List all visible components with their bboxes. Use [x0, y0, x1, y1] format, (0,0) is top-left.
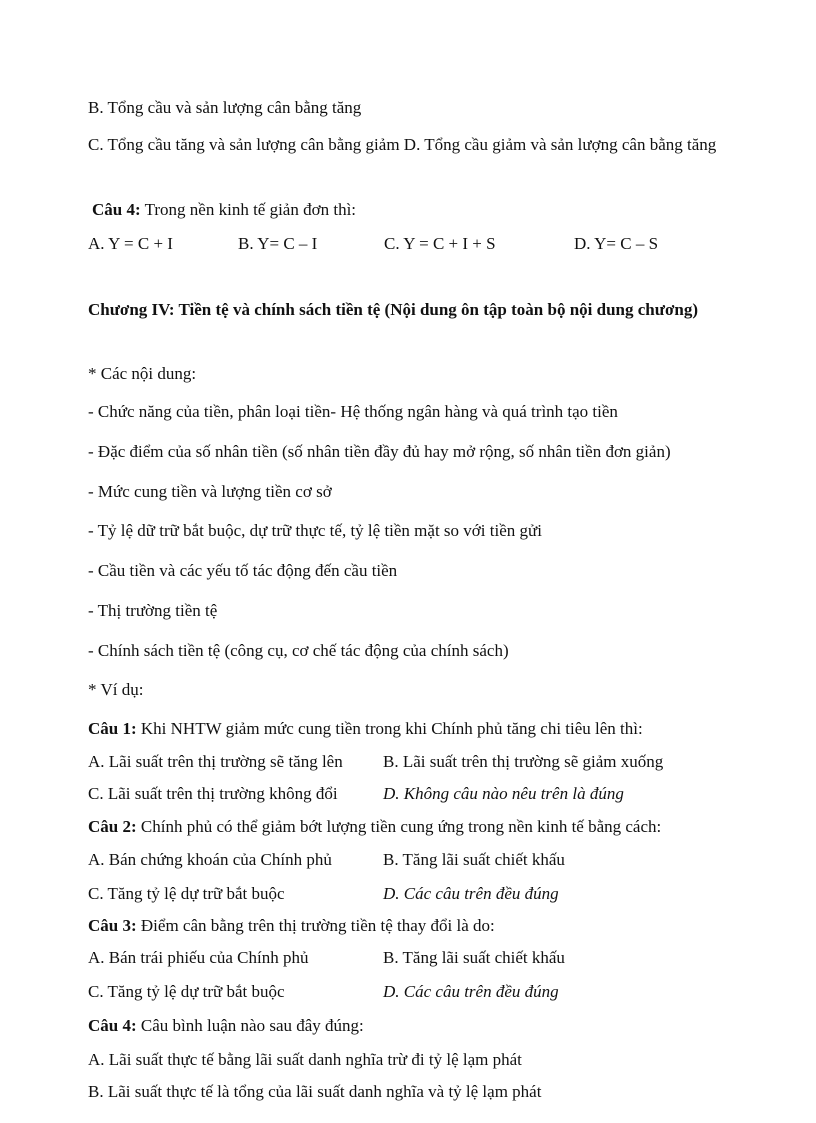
contents-label: * Các nội dung: [88, 364, 197, 383]
q4-option-a: A. Lãi suất thực tế bằng lãi suất danh nghĩa trừ đi tỷ lệ lạm phát [88, 1050, 522, 1069]
q1-option-b: B. Lãi suất trên thị trường sẽ giảm xuống [383, 752, 664, 771]
question-label: Câu 4: [88, 1016, 137, 1035]
content-item: - Cầu tiền và các yếu tố tác động đến cầu tiền [88, 561, 398, 580]
q2-option-c: C. Tăng tỷ lệ dự trữ bắt buộc [88, 884, 285, 903]
option-c: C. Y = C + I + S [384, 234, 496, 253]
question-3 [88, 916, 495, 936]
question-2 [88, 817, 661, 837]
content-item: - Đặc điểm của số nhân tiền (số nhân tiền đầy đủ hay mở rộng, số nhân tiền đơn giản) [88, 442, 671, 461]
q1-option-d: D. Không câu nào nêu trên là đúng [383, 784, 624, 803]
question-4 [88, 1016, 364, 1036]
question-text: Câu bình luận nào sau đây đúng: [136, 1016, 364, 1035]
examples-label: * Ví dụ: [88, 680, 144, 699]
question-label: Câu 3: [88, 916, 137, 935]
q3-option-b: B. Tăng lãi suất chiết khấu [383, 948, 565, 967]
q4-option-b: B. Lãi suất thực tế là tổng của lãi suất danh nghĩa và tỷ lệ lạm phát [88, 1082, 542, 1101]
question-4-top [92, 200, 356, 220]
answer-line-cd: C. Tổng cầu tăng và sản lượng cân bằng giảm D. Tổng cầu giảm và sản lượng cân bằng tăng [88, 135, 717, 154]
question-label: Câu 2: [88, 817, 137, 836]
question-text: Điểm cân bằng trên thị trường tiền tệ thay đổi là do: [136, 916, 495, 935]
option-b: B. Y= C – I [238, 234, 318, 253]
q1-option-a: A. Lãi suất trên thị trường sẽ tăng lên [88, 752, 343, 771]
content-item: - Mức cung tiền và lượng tiền cơ sở [88, 482, 332, 501]
question-label: Câu 1: [88, 719, 137, 738]
answer-line-b: B. Tổng cầu và sản lượng cân bằng tăng [88, 98, 362, 117]
question-text: Chính phủ có thể giảm bớt lượng tiền cung ứng trong nền kinh tế bằng cách: [136, 817, 662, 836]
question-1 [88, 719, 643, 739]
q3-option-c: C. Tăng tỷ lệ dự trữ bắt buộc [88, 982, 285, 1001]
q2-option-d: D. Các câu trên đều đúng [383, 884, 559, 903]
option-a: A. Y = C + I [88, 234, 173, 253]
question-label: Câu 4: [92, 200, 141, 219]
q3-option-a: A. Bán trái phiếu của Chính phủ [88, 948, 309, 967]
content-item: - Thị trường tiền tệ [88, 601, 218, 620]
option-d: D. Y= C – S [574, 234, 659, 253]
content-item: - Tỷ lệ dữ trữ bắt buộc, dự trữ thực tế, tỷ lệ tiền mặt so với tiền gửi [88, 521, 542, 540]
q2-option-b: B. Tăng lãi suất chiết khấu [383, 850, 565, 869]
q1-option-c: C. Lãi suất trên thị trường không đổi [88, 784, 338, 803]
chapter-heading: Chương IV: Tiền tệ và chính sách tiền tệ (Nội dung ôn tập toàn bộ nội dung chương) [88, 300, 698, 319]
question-text: Khi NHTW giảm mức cung tiền trong khi Chính phủ tăng chi tiêu lên thì: [136, 719, 643, 738]
content-item: - Chức năng của tiền, phân loại tiền- Hệ thống ngân hàng và quá trình tạo tiền [88, 402, 618, 421]
q2-option-a: A. Bán chứng khoán của Chính phủ [88, 850, 332, 869]
q3-option-d: D. Các câu trên đều đúng [383, 982, 559, 1001]
question-text: Trong nền kinh tế giản đơn thì: [140, 200, 357, 219]
content-item: - Chính sách tiền tệ (công cụ, cơ chế tác động của chính sách) [88, 641, 509, 660]
